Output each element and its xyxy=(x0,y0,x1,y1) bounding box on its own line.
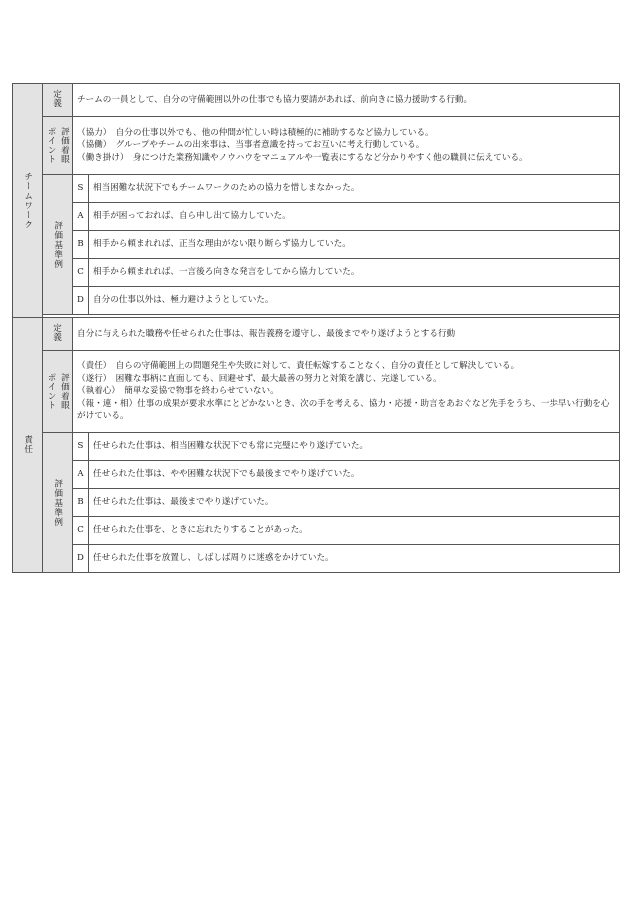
points-label-b: ポイント xyxy=(46,373,56,410)
points-text xyxy=(73,351,620,433)
criteria-text: 相当困難な状況下でもチームワークのための協力を惜しまなかった。 xyxy=(89,175,620,203)
criteria-label: 評価基準例 xyxy=(52,220,63,269)
grade-letter: C xyxy=(73,259,89,287)
point-item: （報・連・相）仕事の成果が要求水準にとどかないとき、次の手を考える、協力・応援・助言をあおぐなど先手をうち、一歩早い行動を心がけている。 xyxy=(77,398,610,422)
criteria-text: 自分の仕事以外は、極力避けようとしていた。 xyxy=(89,287,620,315)
point-item: （責任） 自らの守備範囲上の問題発生や失敗に対して、責任転嫁することなく、自分の責任として解決している。 xyxy=(77,361,520,372)
criteria-text: 相手から頼まれれば、正当な理由がない限り断らず協力していた。 xyxy=(89,231,620,259)
points-text xyxy=(73,117,620,175)
criteria-text: 相手が困っておれば、自ら申し出て協力していた。 xyxy=(89,203,620,231)
points-label-b: ポイント xyxy=(46,127,56,164)
point-item: （執着心） 簡単な妥協で物事を終わらせていない。 xyxy=(77,386,279,397)
criteria-label: 評価基準例 xyxy=(52,478,63,527)
definition-label-cell xyxy=(43,318,73,351)
point-item: （協力） 自分の仕事以外でも、他の仲間が忙しい時は積極的に補助するなど協力している。 xyxy=(77,127,434,138)
grade-letter: A xyxy=(73,203,89,231)
category-teamwork xyxy=(13,84,43,318)
category-label: チームワーク xyxy=(22,171,33,230)
grade-letter: D xyxy=(73,287,89,315)
criteria-text: 任せられた仕事は、やや困難な状況下でも最後までやり遂げていた。 xyxy=(89,461,620,489)
definition-label: 定義 xyxy=(53,89,62,109)
criteria-text: 任せられた仕事は、最後までやり遂げていた。 xyxy=(89,489,620,517)
grade-letter: A xyxy=(73,461,89,489)
points-label-cell xyxy=(43,117,73,175)
criteria-label-cell xyxy=(43,433,73,573)
criteria-label-cell xyxy=(43,175,73,315)
points-label-a: 評価着眼 xyxy=(59,373,70,410)
definition-label: 定義 xyxy=(53,323,62,343)
criteria-text: 任せられた仕事は、相当困難な状況下でも常に完璧にやり遂げていた。 xyxy=(89,433,620,461)
grade-letter: C xyxy=(73,517,89,545)
category-label: 責任 xyxy=(22,435,33,455)
point-item: （働き掛け） 身につけた業務知識やノウハウをマニュアルや一覧表にするなど分かりやすく他の職員に伝えている。 xyxy=(77,152,528,163)
grade-letter: B xyxy=(73,231,89,259)
evaluation-table xyxy=(12,83,620,573)
point-item: （協働） グループやチームの出来事は、当事者意識を持ってお互いに考え行動している。 xyxy=(77,140,425,151)
grade-letter: S xyxy=(73,175,89,203)
definition-text: チームの一員として、自分の守備範囲以外の仕事でも協力要請があれば、前向きに協力援助する行動。 xyxy=(73,84,620,117)
grade-letter: D xyxy=(73,545,89,573)
points-label-cell xyxy=(43,351,73,433)
points-label-a: 評価着眼 xyxy=(59,127,70,164)
criteria-text: 任せられた仕事を、ときに忘れたりすることがあった。 xyxy=(89,517,620,545)
grade-letter: B xyxy=(73,489,89,517)
criteria-text: 相手から頼まれれば、一言後ろ向きな発言をしてから協力していた。 xyxy=(89,259,620,287)
definition-text: 自分に与えられた職務や任せられた仕事は、報告義務を遵守し、最後までやり遂げようとする行動 xyxy=(73,318,620,351)
definition-label-cell xyxy=(43,84,73,117)
category-responsibility xyxy=(13,318,43,573)
point-item: （遂行） 困難な事柄に直面しても、回避せず、最大最善の努力と対策を講じ、完遂している。 xyxy=(77,373,442,384)
criteria-text: 任せられた仕事を放置し、しばしば周りに迷惑をかけていた。 xyxy=(89,545,620,573)
grade-letter: S xyxy=(73,433,89,461)
